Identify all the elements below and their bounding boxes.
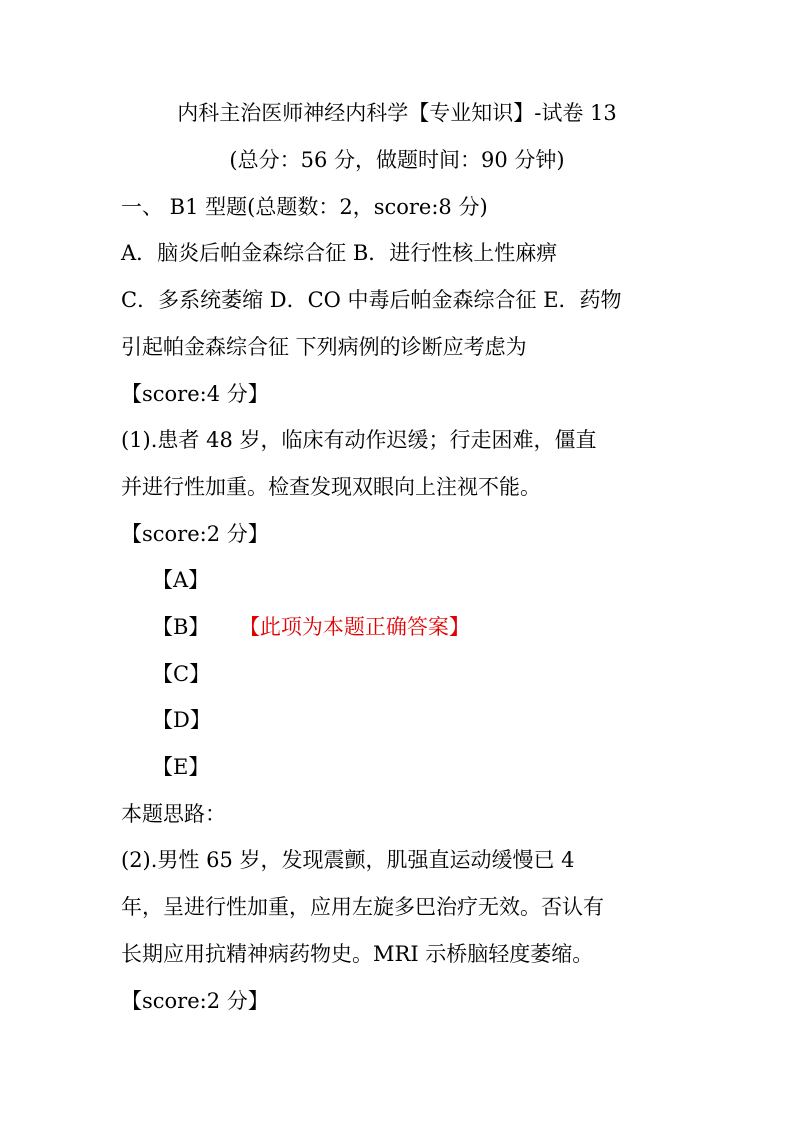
document-subtitle: (总分：56 分，做题时间：90 分钟) xyxy=(229,148,565,172)
question-1-text-line-2: 并进行性加重。检查发现双眼向上注视不能。 xyxy=(121,475,541,499)
section-score: 【score:4 分】 xyxy=(121,382,269,406)
question-2-text-line-1: (2).男性 65 岁，发现震颤，肌强直运动缓慢已 4 xyxy=(121,848,575,872)
section-heading: 一、 B1 型题(总题数：2，score:8 分) xyxy=(121,195,488,219)
question-1-text-line-1: (1).患者 48 岁，临床有动作迟缓；行走困难，僵直 xyxy=(121,428,597,452)
section-choices-line-3: 引起帕金森综合征 下列病例的诊断应考虑为 xyxy=(121,335,527,359)
section-choices-line-2: C．多系统萎缩 D．CO 中毒后帕金森综合征 E．药物 xyxy=(121,288,622,312)
option-b-label: 【B】 xyxy=(152,615,210,639)
option-c: 【C】 xyxy=(152,662,211,686)
section-choices-line-1: A．脑炎后帕金森综合征 B．进行性核上性麻痹 xyxy=(121,241,558,265)
document-title: 内科主治医师神经内科学【专业知识】-试卷 13 xyxy=(177,101,617,125)
question-1-score: 【score:2 分】 xyxy=(121,522,269,546)
question-2-text-line-2: 年，呈进行性加重，应用左旋多巴治疗无效。否认有 xyxy=(121,895,604,919)
option-e: 【E】 xyxy=(152,755,210,779)
correct-answer-note: 【此项为本题正确答案】 xyxy=(249,615,470,639)
option-d: 【D】 xyxy=(152,708,211,732)
option-a: 【A】 xyxy=(152,568,210,592)
analysis-label: 本题思路： xyxy=(121,802,226,826)
question-2-text-line-3: 长期应用抗精神病药物史。MRI 示桥脑轻度萎缩。 xyxy=(121,942,594,966)
option-b xyxy=(152,612,470,642)
question-2-score: 【score:2 分】 xyxy=(121,989,269,1013)
